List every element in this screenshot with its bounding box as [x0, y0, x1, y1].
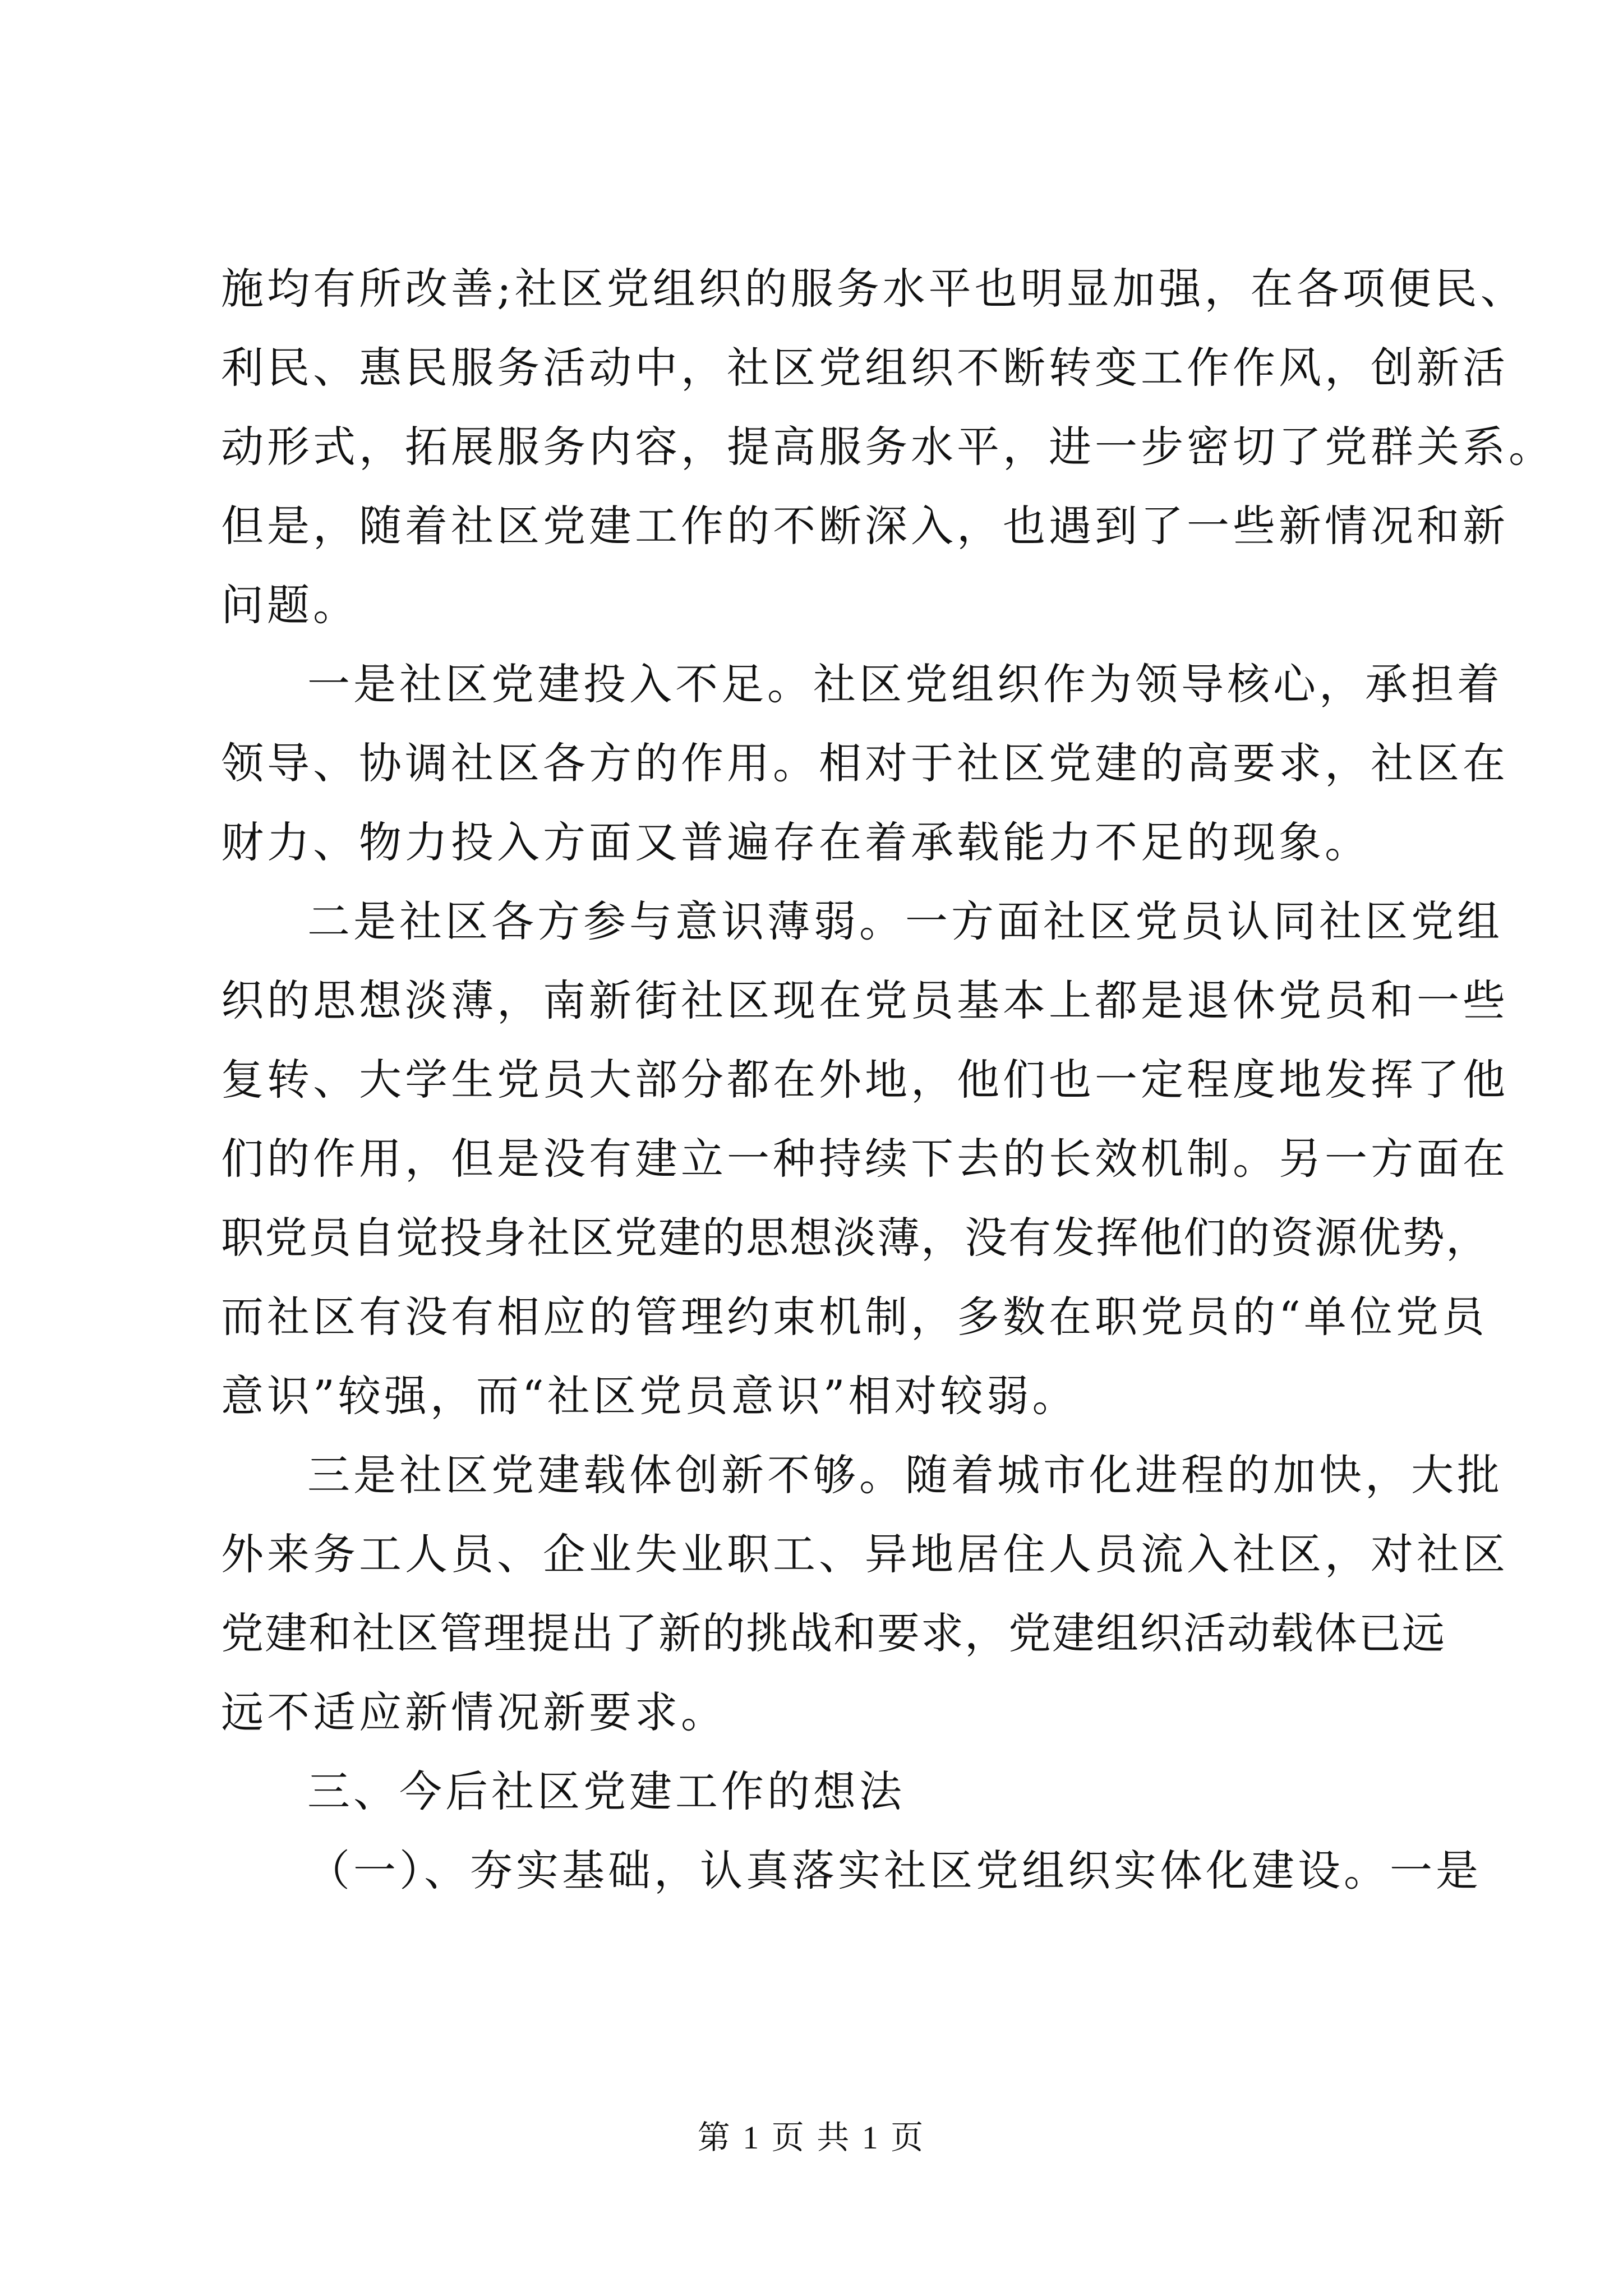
paragraph-3-line-3: 党建和社区管理提出了新的挑战和要求，党建组织活动载体已远 — [221, 1608, 1446, 1658]
paragraph-2-line-1: 二是社区各方参与意识薄弱。一方面社区党员认同社区党组 — [307, 896, 1503, 946]
paragraph-1-line-1: 一是社区党建投入不足。社区党组织作为领导核心，承担着 — [307, 659, 1503, 709]
paragraph-2-line-6: 而社区有没有相应的管理约束机制，多数在职党员的“单位党员 — [221, 1292, 1488, 1342]
paragraph-2-line-7: 意识”较强，而“社区党员意识”相对较弱。 — [221, 1371, 1078, 1421]
paragraph-2-line-2: 织的思想淡薄，南新街社区现在党员基本上都是退休党员和一些 — [221, 976, 1509, 1025]
paragraph-1-line-3: 财力、物力投入方面又普遍存在着承载能力不足的现象。 — [221, 817, 1371, 867]
body-line-5: 问题。 — [221, 580, 359, 630]
body-line-2: 利民、惠民服务活动中，社区党组织不断转变工作作风，创新活 — [221, 343, 1509, 393]
paragraph-2-line-5: 职党员自觉投身社区党建的思想淡薄，没有发挥他们的资源优势， — [221, 1213, 1490, 1263]
body-line-4: 但是，随着社区党建工作的不断深入，也遇到了一些新情况和新 — [221, 501, 1509, 551]
section-heading: 三、今后社区党建工作的想法 — [307, 1766, 905, 1816]
paragraph-1-line-2: 领导、协调社区各方的作用。相对于社区党建的高要求，社区在 — [221, 738, 1509, 788]
body-line-1: 施均有所改善;社区党组织的服务水平也明显加强，在各项便民、 — [221, 264, 1527, 314]
paragraph-3-line-1: 三是社区党建载体创新不够。随着城市化进程的加快，大批 — [307, 1450, 1503, 1500]
paragraph-3-line-2: 外来务工人员、企业失业职工、异地居住人员流入社区，对社区 — [221, 1529, 1509, 1579]
page-footer: 第 1 页 共 1 页 — [697, 2119, 926, 2156]
paragraph-2-line-4: 们的作用，但是没有建立一种持续下去的长效机制。另一方面在 — [221, 1134, 1509, 1184]
subsection-line-1: （一）、夯实基础，认真落实社区党组织实体化建设。一是 — [307, 1846, 1482, 1895]
paragraph-3-line-4: 远不适应新情况新要求。 — [221, 1687, 727, 1737]
body-line-3: 动形式，拓展服务内容，提高服务水平，进一步密切了党群关系。 — [221, 422, 1555, 472]
paragraph-2-line-3: 复转、大学生党员大部分都在外地，他们也一定程度地发挥了他 — [221, 1055, 1509, 1105]
